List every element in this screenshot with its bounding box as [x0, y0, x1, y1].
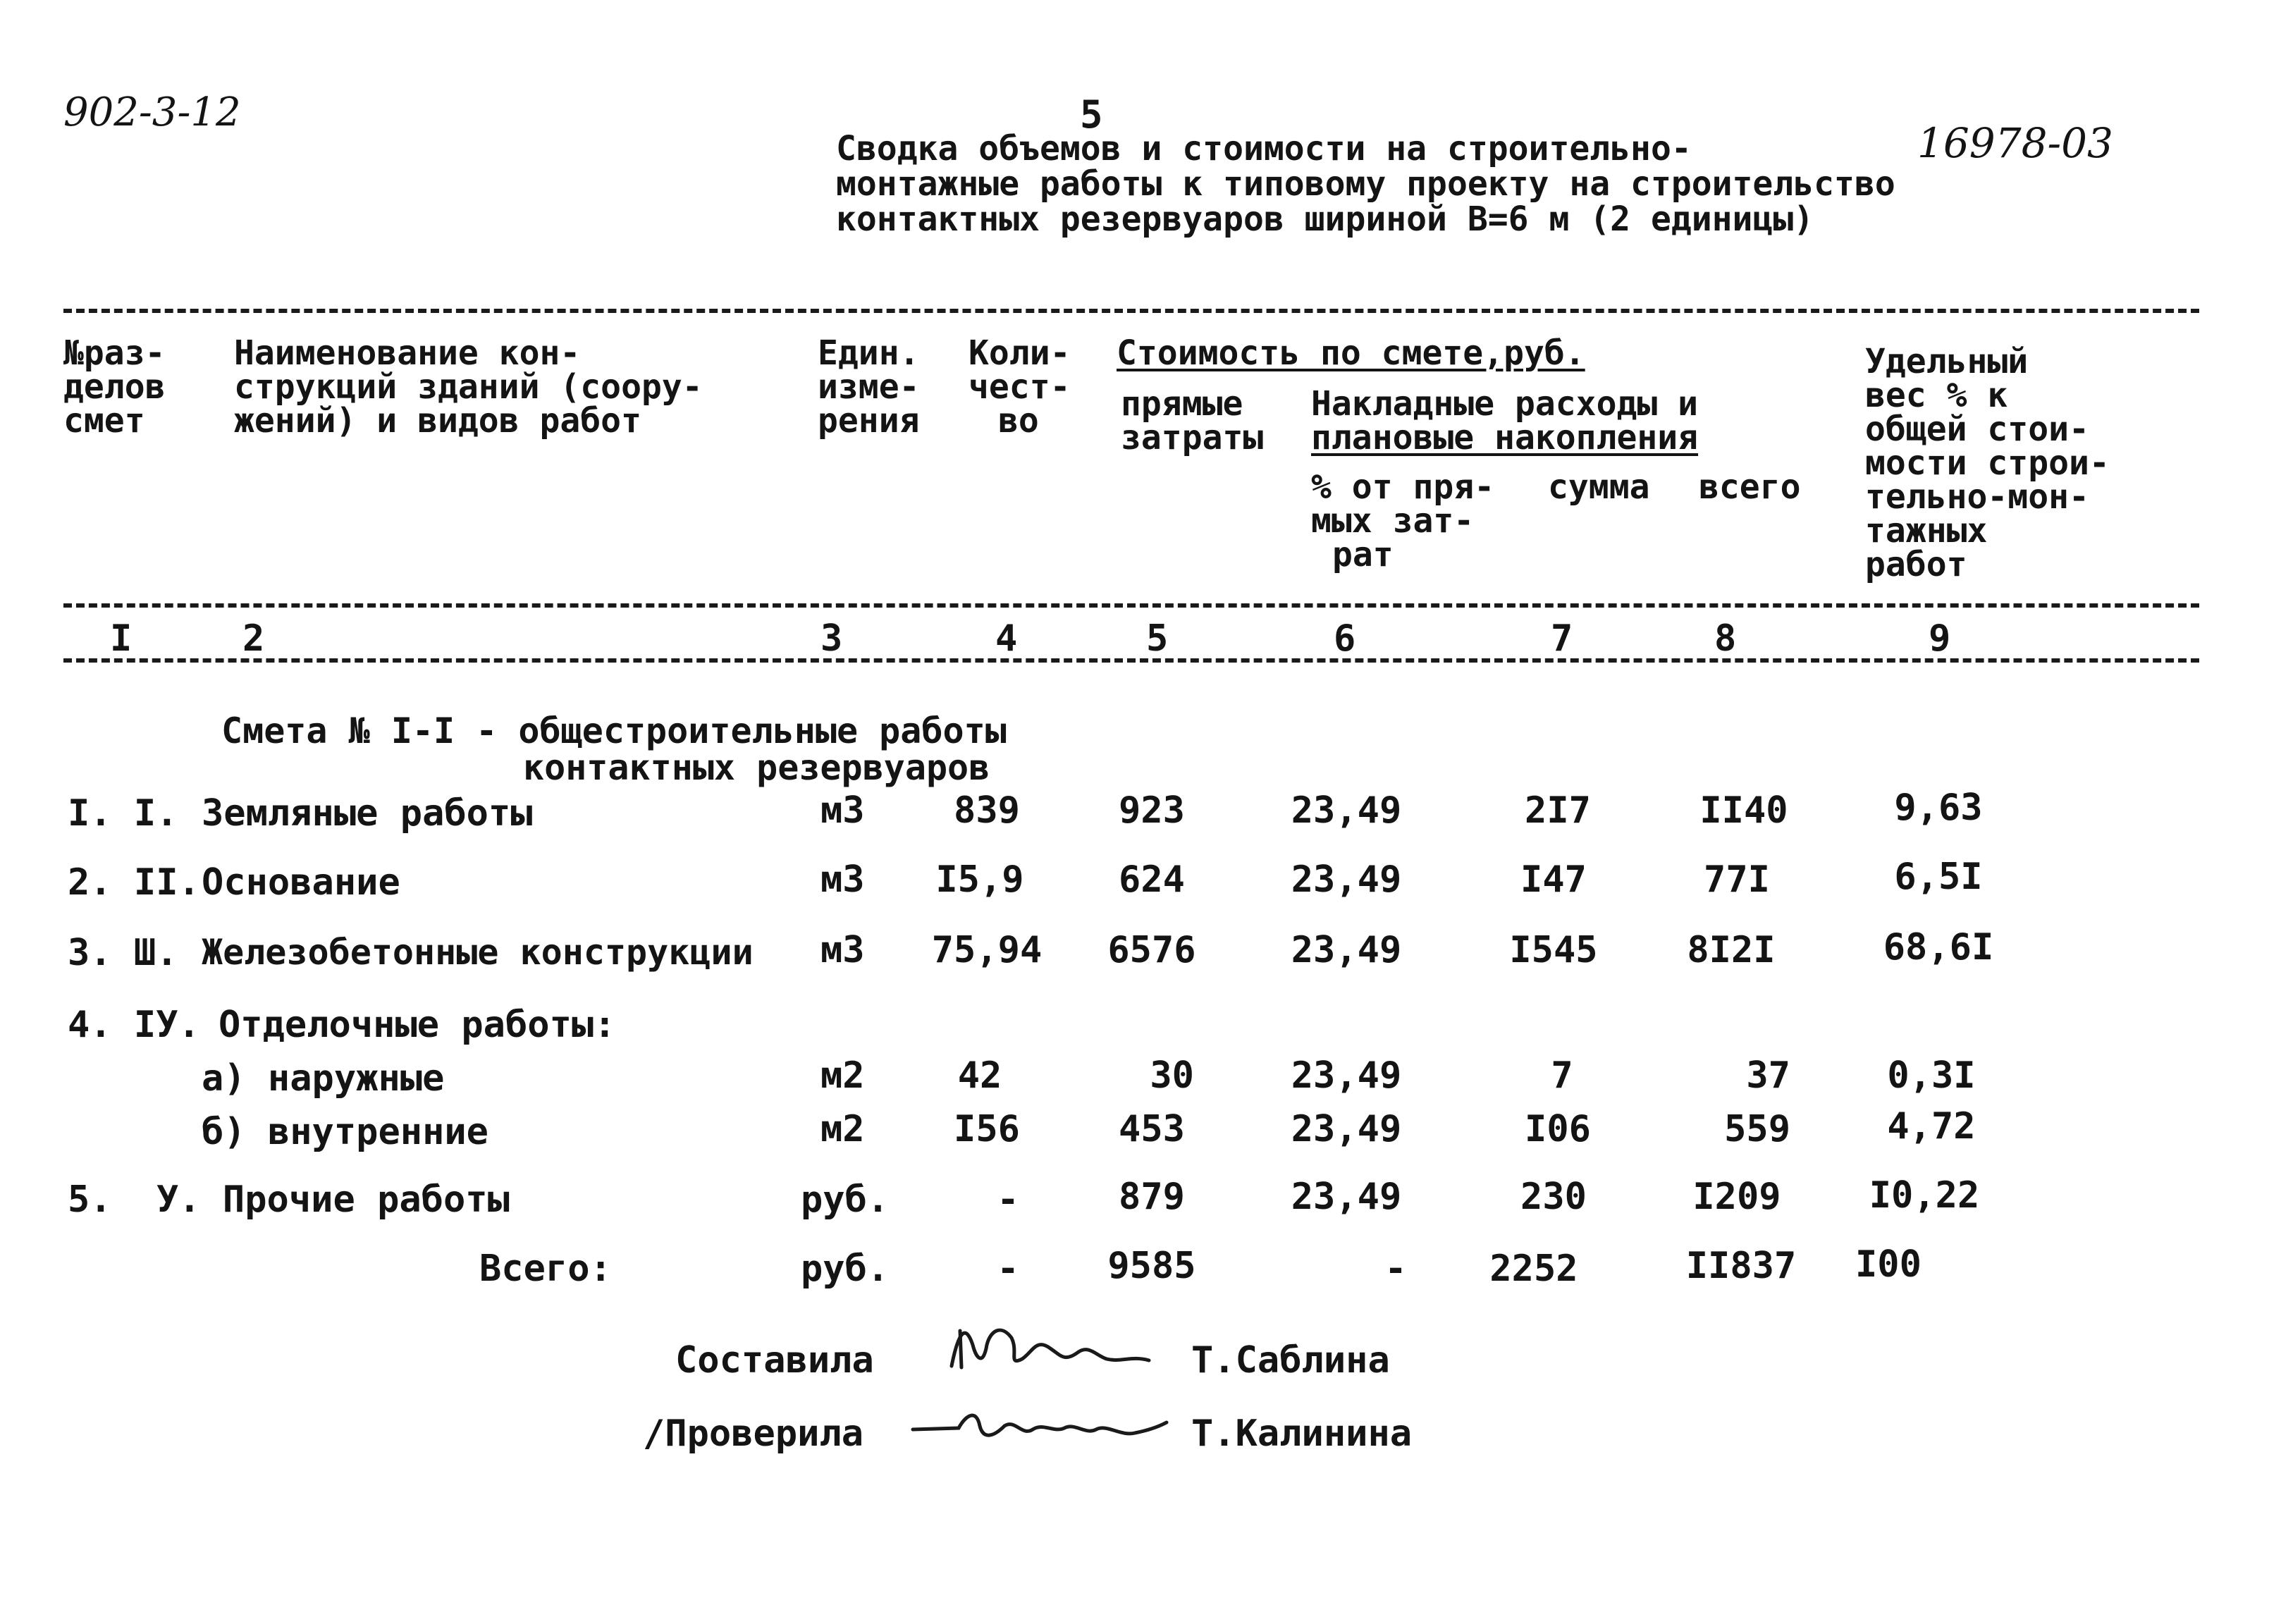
- row-number: 3. Ш.: [68, 932, 178, 974]
- column-number: 5: [1146, 617, 1169, 660]
- page-number: 5: [1080, 92, 1103, 137]
- column-number: 4: [995, 617, 1018, 660]
- handwritten-signature-icon: [909, 1401, 1170, 1458]
- header-col9-line: работ: [1865, 545, 1967, 584]
- column-number: 3: [820, 617, 843, 660]
- row-quantity: I5,9: [935, 859, 1024, 901]
- column-numbers-bottom-rule: [63, 658, 2199, 663]
- row-direct-costs: 879: [1119, 1176, 1185, 1218]
- total-sum: II837: [1685, 1245, 1797, 1287]
- header-col7: сумма: [1548, 467, 1650, 507]
- header-col2-line: Наименование кон-: [234, 333, 581, 373]
- header-col5-line: прямые: [1121, 384, 1243, 424]
- row-overhead-sum: 7: [1551, 1054, 1573, 1097]
- row-total: 559: [1724, 1108, 1790, 1150]
- signature-role: Составила: [675, 1339, 874, 1382]
- column-number: 6: [1334, 617, 1356, 660]
- row-number: 2. II.: [68, 861, 200, 904]
- row-overhead-percent: 23,49: [1291, 1176, 1402, 1218]
- row-total: 77I: [1704, 859, 1770, 901]
- column-number: 7: [1551, 617, 1573, 660]
- header-col6-line: рат: [1332, 535, 1394, 574]
- column-number: 2: [242, 617, 265, 660]
- column-number: I: [110, 617, 133, 660]
- header-col5-line: затраты: [1121, 418, 1264, 457]
- header-col4-line: во: [998, 401, 1039, 441]
- signature-role: /Проверила: [643, 1413, 864, 1455]
- row-name: Железобетонные конструкции: [202, 932, 754, 973]
- row-overhead-sum: 230: [1520, 1176, 1587, 1218]
- header-col2-line: струкций зданий (соору-: [234, 367, 703, 407]
- signature-name: Т.Саблина: [1191, 1339, 1390, 1382]
- row-unit: м2: [820, 1108, 865, 1150]
- row-quantity: 42: [957, 1054, 1002, 1097]
- header-col3-line: Един.: [818, 333, 920, 373]
- row-overhead-percent: 23,49: [1291, 789, 1402, 832]
- header-col9-line: тажных: [1865, 511, 1988, 550]
- row-name: Основание: [202, 861, 400, 904]
- row-name: У. Прочие работы: [156, 1179, 510, 1221]
- title-line: Сводка объемов и стоимости на строительно-: [836, 129, 1692, 168]
- header-col4-line: чест-: [969, 367, 1071, 407]
- row-name: б) внутренние: [202, 1111, 488, 1153]
- row-total: I209: [1692, 1176, 1781, 1218]
- row-direct-costs: 923: [1119, 789, 1185, 832]
- header-col9-line: вес % к: [1865, 376, 2008, 415]
- row-direct-costs: 453: [1119, 1108, 1185, 1150]
- row-number: 4. IУ.: [68, 1004, 200, 1046]
- header-col1-line: №раз-: [63, 333, 166, 373]
- header-col9-line: общей стои-: [1865, 410, 2089, 449]
- row-direct-costs: 30: [1150, 1054, 1194, 1097]
- row-quantity: 75,94: [931, 929, 1043, 971]
- header-col9-line: Удельный: [1865, 342, 2029, 381]
- total-label: Всего:: [479, 1248, 612, 1290]
- row-share-percent: I0,22: [1869, 1174, 1980, 1217]
- section-title-line: Смета № I-I - общестроительные работы: [221, 710, 1007, 751]
- row-share-percent: 6,5I: [1894, 856, 1983, 898]
- total-quantity: -: [997, 1248, 1019, 1290]
- header-col9-line: тельно-мон-: [1865, 477, 2089, 517]
- row-overhead-percent: 23,49: [1291, 929, 1402, 971]
- row-name: Отделочные работы:: [219, 1004, 616, 1046]
- row-total: 8I2I: [1687, 929, 1776, 971]
- row-name: Земляные работы: [202, 792, 533, 835]
- row-number: 5.: [68, 1179, 112, 1221]
- row-share-percent: 0,3I: [1887, 1054, 1976, 1097]
- header-overhead-group-line: плановые накопления: [1311, 418, 1699, 457]
- row-direct-costs: 6576: [1107, 929, 1196, 971]
- row-quantity: -: [997, 1179, 1019, 1221]
- signature-name: Т.Калинина: [1191, 1413, 1413, 1455]
- row-overhead-percent: 23,49: [1291, 1108, 1402, 1150]
- row-overhead-percent: 23,49: [1291, 859, 1402, 901]
- section-title-line: контактных резервуаров: [523, 747, 990, 788]
- header-col3-line: рения: [818, 401, 920, 441]
- header-col1-line: смет: [63, 401, 145, 441]
- header-col9-line: мости строи-: [1865, 443, 2110, 483]
- row-overhead-sum: I47: [1520, 859, 1587, 901]
- title-line: монтажные работы к типовому проекту на строительство: [836, 164, 1895, 204]
- header-col6-line: мых зат-: [1311, 501, 1475, 541]
- row-unit: м3: [820, 929, 865, 971]
- header-top-rule: [63, 309, 2199, 313]
- row-unit: м2: [820, 1054, 865, 1097]
- registration-number: 16978-03: [1917, 119, 2113, 167]
- row-overhead-percent: 23,49: [1291, 1054, 1402, 1097]
- handwritten-signature-icon: [945, 1317, 1156, 1380]
- header-col2-line: жений) и видов работ: [234, 401, 641, 441]
- header-col3-line: изме-: [818, 367, 920, 407]
- total-share-percent: I00: [1855, 1243, 1922, 1286]
- title-line: контактных резервуаров шириной В=6 м (2 единицы): [836, 199, 1814, 239]
- total-overhead-sum: 2252: [1489, 1248, 1578, 1290]
- row-share-percent: 68,6I: [1883, 926, 1994, 968]
- row-quantity: 839: [954, 789, 1020, 832]
- row-share-percent: 9,63: [1894, 787, 1983, 829]
- row-direct-costs: 624: [1119, 859, 1185, 901]
- header-col4-line: Коли-: [969, 333, 1071, 373]
- row-overhead-sum: I06: [1525, 1108, 1591, 1150]
- row-overhead-sum: I545: [1509, 929, 1598, 971]
- row-total: II40: [1699, 789, 1788, 832]
- header-col1-line: делов: [63, 367, 166, 407]
- header-col6-line: % от пря-: [1311, 467, 1495, 507]
- row-unit: м3: [820, 859, 865, 901]
- row-unit: руб.: [801, 1179, 890, 1221]
- total-unit: руб.: [801, 1248, 890, 1290]
- row-number: I. I.: [68, 792, 178, 835]
- header-col8: всего: [1699, 467, 1801, 507]
- document-code: 902-3-12: [63, 90, 241, 135]
- column-number: 8: [1714, 617, 1737, 660]
- row-unit: м3: [820, 789, 865, 832]
- column-number: 9: [1929, 617, 1951, 660]
- total-overhead-percent: -: [1384, 1248, 1407, 1290]
- row-name: а) наружные: [202, 1057, 445, 1100]
- column-numbers-top-rule: [63, 603, 2199, 608]
- row-share-percent: 4,72: [1887, 1105, 1976, 1148]
- row-quantity: I56: [954, 1108, 1020, 1150]
- row-total: 37: [1746, 1054, 1790, 1097]
- header-overhead-group-line: Накладные расходы и: [1311, 384, 1699, 424]
- header-cost-group: Стоимость по смете,руб.: [1117, 333, 1585, 373]
- total-direct-costs: 9585: [1107, 1245, 1196, 1287]
- row-overhead-sum: 2I7: [1525, 789, 1591, 832]
